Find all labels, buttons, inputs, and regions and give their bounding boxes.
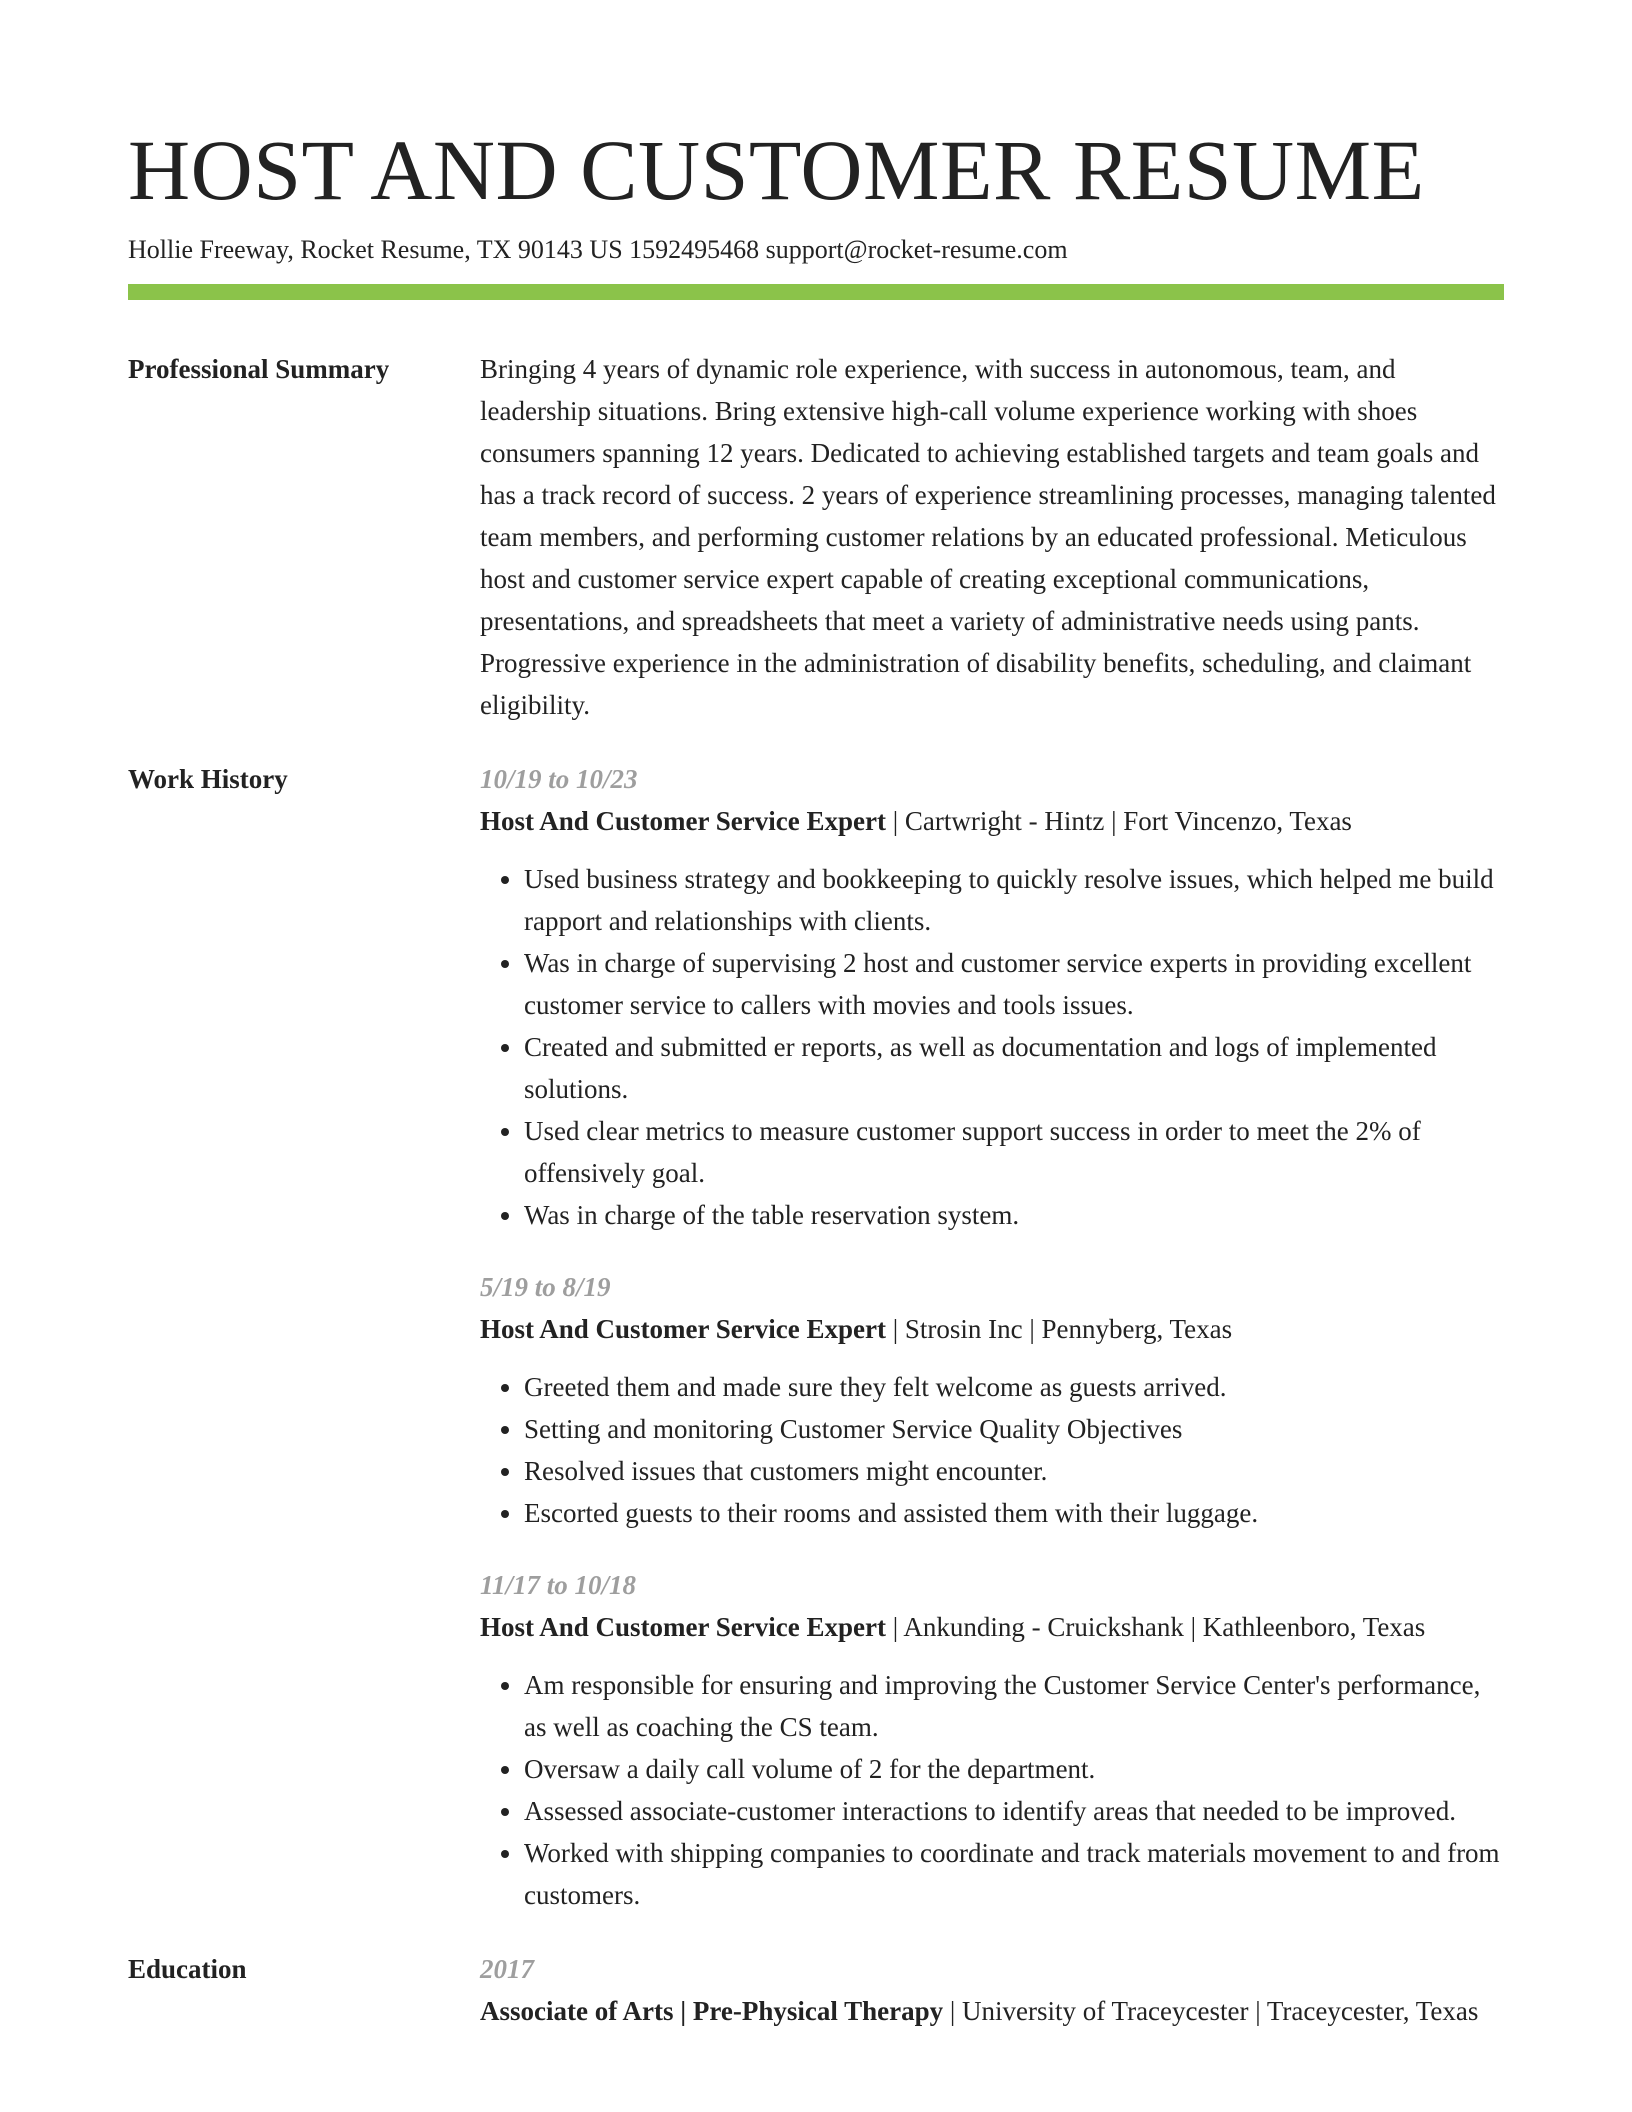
job-bullet: • Used clear metrics to measure customer support success in order to meet the 2% of offensively goal. bbox=[524, 1110, 1504, 1194]
resume-page bbox=[128, 120, 1504, 2032]
header-divider bbox=[128, 284, 1504, 300]
job-bullet: • Was in charge of the table reservation system. bbox=[524, 1194, 1504, 1236]
summary-text: Bringing 4 years of dynamic role experience, with success in autonomous, team, and leadership situations. Bring extensive high-call volume experience working with shoes consumers spanning 12 years. Dedicated to achieving established targets and team goals and has a track record of success. 2 years of experience streamlining processes, managing talented team members, and performing customer relations by an educated professional. Meticulous host and customer service expert capable of creating exceptional communications, presentations, and spreadsheets that meet a variety of administrative needs using pants. Progressive experience in the administration of disability benefits, scheduling, and claimant eligibility. bbox=[480, 354, 1496, 720]
work-history-section bbox=[128, 758, 1504, 1916]
job-bullet-list bbox=[480, 1366, 1504, 1534]
education-degree: Associate of Arts | Pre-Physical Therapy bbox=[480, 1996, 944, 2026]
job-role: Host And Customer Service Expert bbox=[480, 1314, 886, 1344]
education-section bbox=[128, 1948, 1504, 2032]
job-role: Host And Customer Service Expert bbox=[480, 1612, 886, 1642]
education-heading bbox=[480, 1990, 1504, 2032]
job-details: | Strosin Inc | Pennyberg, Texas bbox=[885, 1314, 1233, 1344]
section-label-education: Education bbox=[128, 1954, 247, 1984]
job-date: 11/17 to 10/18 bbox=[480, 1570, 637, 1600]
resume-title: HOST AND CUSTOMER RESUME bbox=[128, 122, 1425, 218]
section-label-summary: Professional Summary bbox=[128, 354, 390, 384]
job-details: | Ankunding - Cruickshank | Kathleenboro, Texas bbox=[885, 1612, 1426, 1642]
job-bullet-list bbox=[480, 1664, 1504, 1916]
education-date: 2017 bbox=[480, 1954, 534, 1984]
job-bullet: • Escorted guests to their rooms and assisted them with their luggage. bbox=[524, 1492, 1504, 1534]
job-entry bbox=[480, 1266, 1504, 1534]
job-bullet: • Was in charge of supervising 2 host and customer service experts in providing excellent customer service to callers with movies and tools issues. bbox=[524, 942, 1504, 1026]
job-bullet: • Worked with shipping companies to coordinate and track materials movement to and from customers. bbox=[524, 1832, 1504, 1916]
job-date: 5/19 to 8/19 bbox=[480, 1272, 611, 1302]
job-entry bbox=[480, 1564, 1504, 1916]
contact-line: Hollie Freeway, Rocket Resume, TX 90143 US 1592495468 support@rocket-resume.com bbox=[128, 235, 1068, 264]
job-heading bbox=[480, 800, 1504, 842]
job-heading bbox=[480, 1308, 1504, 1350]
summary-section bbox=[128, 348, 1504, 726]
job-bullet: • Used business strategy and bookkeeping to quickly resolve issues, which helped me build rapport and relationships with clients. bbox=[524, 858, 1504, 942]
job-entry bbox=[480, 758, 1504, 1236]
job-bullet: • Setting and monitoring Customer Service Quality Objectives bbox=[524, 1408, 1504, 1450]
job-role: Host And Customer Service Expert bbox=[480, 806, 886, 836]
education-details: | University of Traceycester | Traceycester, Texas bbox=[943, 1996, 1479, 2026]
job-bullet: • Am responsible for ensuring and improving the Customer Service Center's performance, as well as coaching the CS team. bbox=[524, 1664, 1504, 1748]
job-bullet-list bbox=[480, 858, 1504, 1236]
job-heading bbox=[480, 1606, 1504, 1648]
job-bullet: • Created and submitted er reports, as well as documentation and logs of implemented solutions. bbox=[524, 1026, 1504, 1110]
job-date: 10/19 to 10/23 bbox=[480, 764, 638, 794]
job-bullet: • Resolved issues that customers might encounter. bbox=[524, 1450, 1504, 1492]
job-bullet: • Greeted them and made sure they felt welcome as guests arrived. bbox=[524, 1366, 1504, 1408]
section-label-work-history: Work History bbox=[128, 764, 288, 794]
job-bullet: • Assessed associate-customer interactions to identify areas that needed to be improved. bbox=[524, 1790, 1504, 1832]
job-details: | Cartwright - Hintz | Fort Vincenzo, Texas bbox=[885, 806, 1352, 836]
job-bullet: • Oversaw a daily call volume of 2 for the department. bbox=[524, 1748, 1504, 1790]
